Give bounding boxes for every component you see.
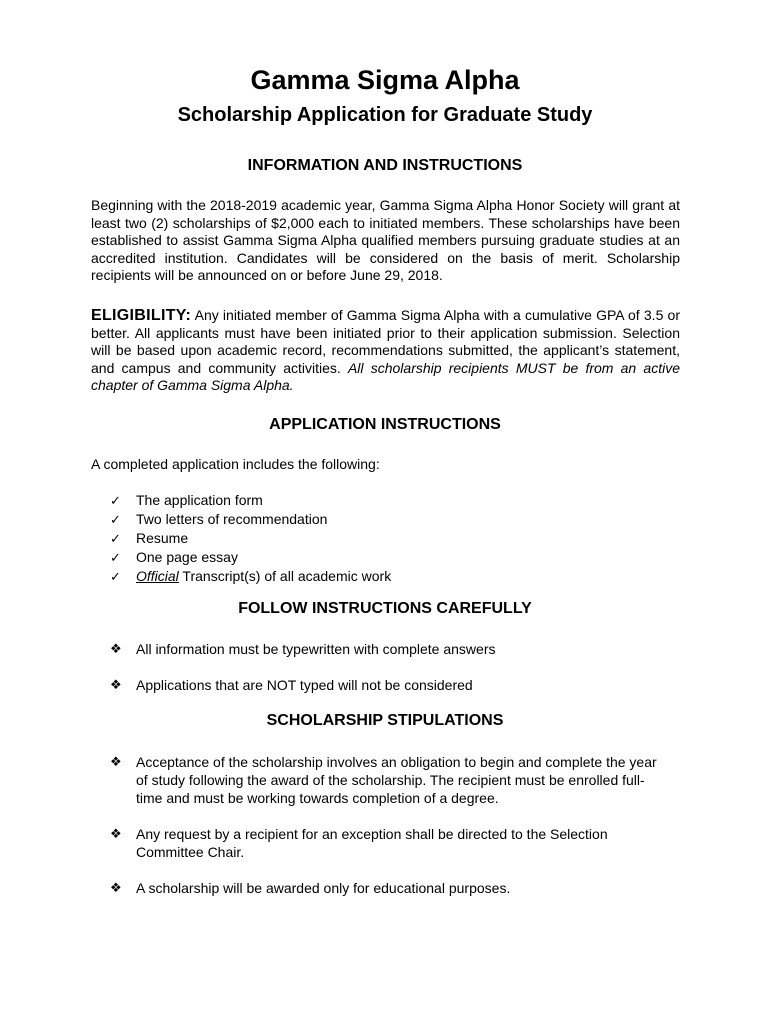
list-item-text: Applications that are NOT typed will not be considered — [136, 677, 473, 693]
checkmark-icon: ✓ — [110, 569, 121, 584]
stipulations-heading: SCHOLARSHIP STIPULATIONS — [266, 712, 504, 729]
list-item — [110, 510, 391, 529]
follow-heading: FOLLOW INSTRUCTIONS CAREFULLY — [238, 600, 532, 617]
checkmark-icon: ✓ — [110, 531, 121, 546]
list-item — [110, 753, 690, 807]
list-item-text: Resume — [136, 530, 189, 546]
list-item — [110, 879, 690, 897]
list-item — [110, 529, 391, 548]
diamond-bullet-icon: ❖ — [110, 677, 122, 692]
official-emphasis: Official — [136, 568, 179, 584]
list-item — [110, 676, 690, 694]
list-item-text: One page essay — [136, 549, 238, 565]
list-item — [110, 640, 690, 658]
checkmark-icon: ✓ — [110, 493, 121, 508]
diamond-bullet-icon: ❖ — [110, 826, 122, 841]
eligibility-italic-text: All scholarship recipients MUST be from an active chapter of Gamma Sigma Alpha. — [91, 359, 680, 394]
diamond-bullet-icon: ❖ — [110, 880, 122, 895]
stipulations-list — [110, 753, 690, 897]
list-item-text — [136, 567, 391, 585]
checkmark-icon: ✓ — [110, 512, 121, 527]
diamond-bullet-icon: ❖ — [110, 754, 122, 769]
follow-list — [110, 640, 690, 694]
eligibility-label: ELIGIBILITY: — [91, 307, 192, 324]
application-heading: APPLICATION INSTRUCTIONS — [269, 416, 501, 433]
info-paragraph: Beginning with the 2018-2019 academic year, Gamma Sigma Alpha Honor Society will grant at least two (2) scholarships of $2,000 each to initiated members. These scholarships have been established to assist Gamma Sigma Alpha qualified members pursuing graduate studies at an accredited institution. Candidates will be considered on the basis of merit. Scholarship recipients will be announced on or before June 29, 2018. — [91, 197, 680, 284]
eligibility-paragraph — [91, 307, 680, 395]
application-intro: A completed application includes the following: — [91, 456, 380, 472]
list-item — [110, 567, 391, 586]
list-item-text: Acceptance of the scholarship involves an obligation to begin and complete the year of study following the award of the scholarship. The recipient must be enrolled full-time and must be working towards completion of a degree. — [136, 754, 657, 806]
list-item-text: The application form — [136, 492, 263, 508]
document-title: Gamma Sigma Alpha — [250, 65, 520, 95]
application-checklist — [110, 491, 391, 586]
info-heading: INFORMATION AND INSTRUCTIONS — [247, 157, 523, 174]
checkmark-icon: ✓ — [110, 550, 121, 565]
list-item — [110, 825, 690, 861]
eligibility-text: Any initiated member of Gamma Sigma Alpha with a cumulative GPA of 3.5 or better. All applicants must have been initiated prior to their application submission. Selection will be based upon academic record, recommendations submitted, the applicant’s statement, and campus and community activities. — [91, 307, 680, 376]
list-item — [110, 548, 391, 567]
list-item — [110, 491, 391, 510]
document-subtitle: Scholarship Application for Graduate Study — [177, 104, 593, 126]
list-item-text-rest: Transcript(s) of all academic work — [178, 568, 392, 584]
diamond-bullet-icon: ❖ — [110, 641, 122, 656]
list-item-text: Any request by a recipient for an exception shall be directed to the Selection Committee Chair. — [136, 826, 608, 860]
list-item-text: All information must be typewritten with complete answers — [136, 641, 496, 657]
list-item-text: Two letters of recommendation — [136, 511, 328, 527]
list-item-text: A scholarship will be awarded only for educational purposes. — [136, 880, 511, 896]
